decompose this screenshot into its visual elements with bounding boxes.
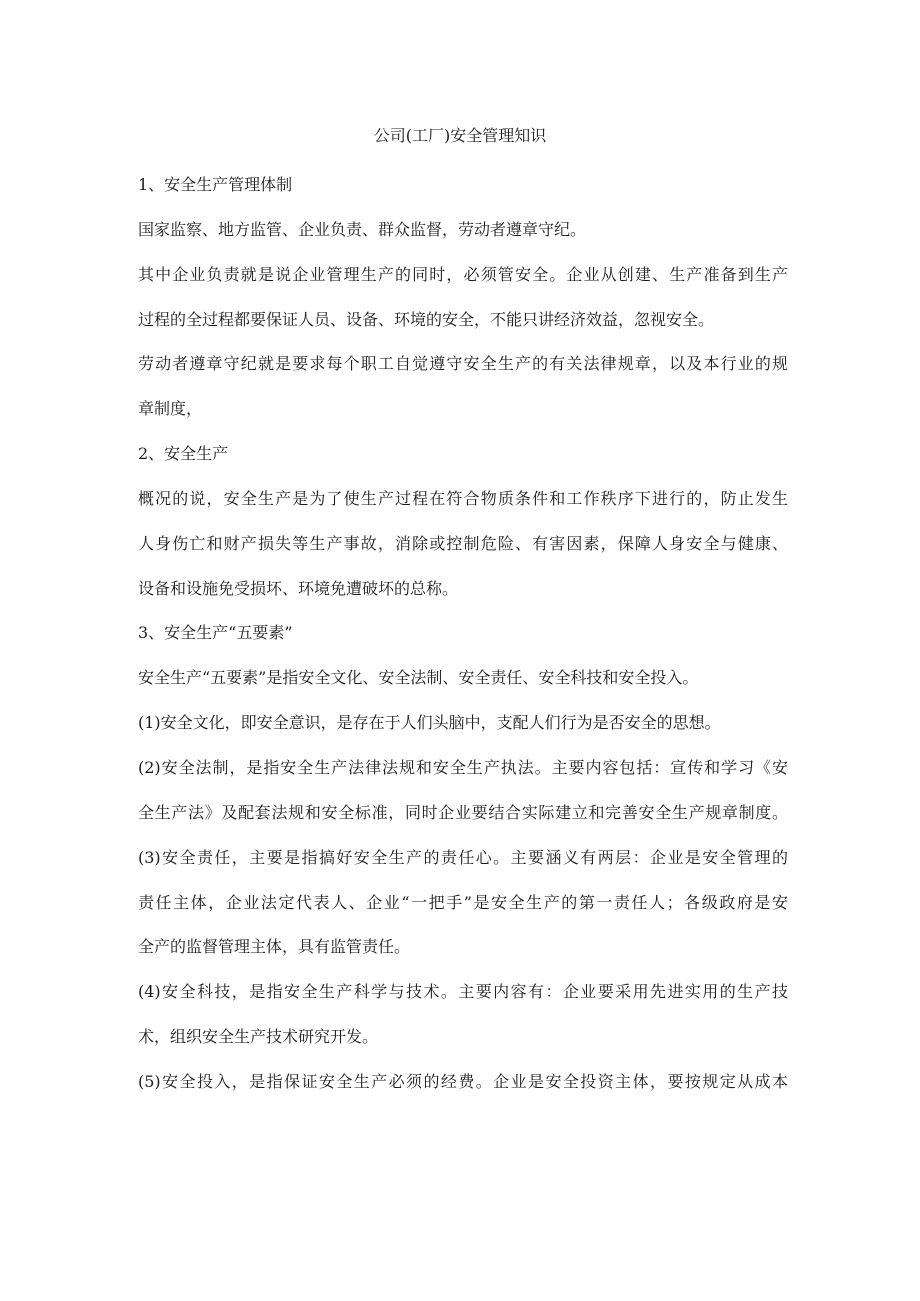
text-line: 劳动者遵章守纪就是要求每个职工自觉遵守安全生产的有关法律规章，以及本行业的规 [138, 354, 788, 374]
text-line: 设备和设施免受损坏、环境免遭破坏的总称。 [138, 578, 459, 598]
text-line: (4)安全科技，是指安全生产科学与技术。主要内容有：企业要采用先进实用的生产技 [138, 982, 788, 1002]
text-line: (1)安全文化，即安全意识，是存在于人们头脑中，支配人们行为是否安全的思想。 [138, 713, 721, 733]
text-line: 全生产法》及配套法规和安全标准，同时企业要结合实际建立和完善安全生产规章制度。 [138, 802, 788, 822]
text-line: 1、安全生产管理体制 [138, 175, 293, 194]
text-line: 3、安全生产“五要素” [138, 623, 293, 643]
text-line: (5)安全投入，是指保证安全生产必须的经费。企业是安全投资主体，要按规定从成本 [138, 1071, 788, 1091]
document-body [138, 171, 788, 1113]
document-title: 公司(工厂)安全管理知识 [373, 126, 547, 145]
text-line: 过程的全过程都要保证人员、设备、环境的安全，不能只讲经济效益，忽视安全。 [138, 309, 715, 329]
text-line: 术，组织安全生产技术研究开发。 [138, 1027, 379, 1047]
text-line: 全产的监督管理主体，具有监管责任。 [138, 937, 411, 957]
text-line: 国家监察、地方监管、企业负责、群众监督，劳动者遵章守纪。 [138, 219, 587, 239]
text-line: (3)安全责任，主要是指搞好安全生产的责任心。主要涵义有两层：企业是安全管理的 [138, 847, 788, 867]
text-line: (2)安全法制，是指安全生产法律法规和安全生产执法。主要内容包括：宣传和学习《安 [138, 757, 788, 777]
text-line: 章制度， [138, 399, 203, 419]
text-line: 安全生产“五要素”是指安全文化、安全法制、安全责任、安全科技和安全投入。 [138, 668, 699, 688]
text-line: 人身伤亡和财产损失等生产事故，消除或控制危险、有害因素，保障人身安全与健康、 [138, 533, 788, 553]
text-line: 概况的说，安全生产是为了使生产过程在符合物质条件和工作秩序下进行的，防止发生 [138, 488, 788, 508]
text-line: 2、安全生产 [138, 444, 229, 464]
text-line: 责任主体，企业法定代表人、企业“一把手”是安全生产的第一责任人；各级政府是安 [138, 892, 788, 912]
text-line: 其中企业负责就是说企业管理生产的同时，必须管安全。企业从创建、生产准备到生产 [138, 264, 788, 284]
